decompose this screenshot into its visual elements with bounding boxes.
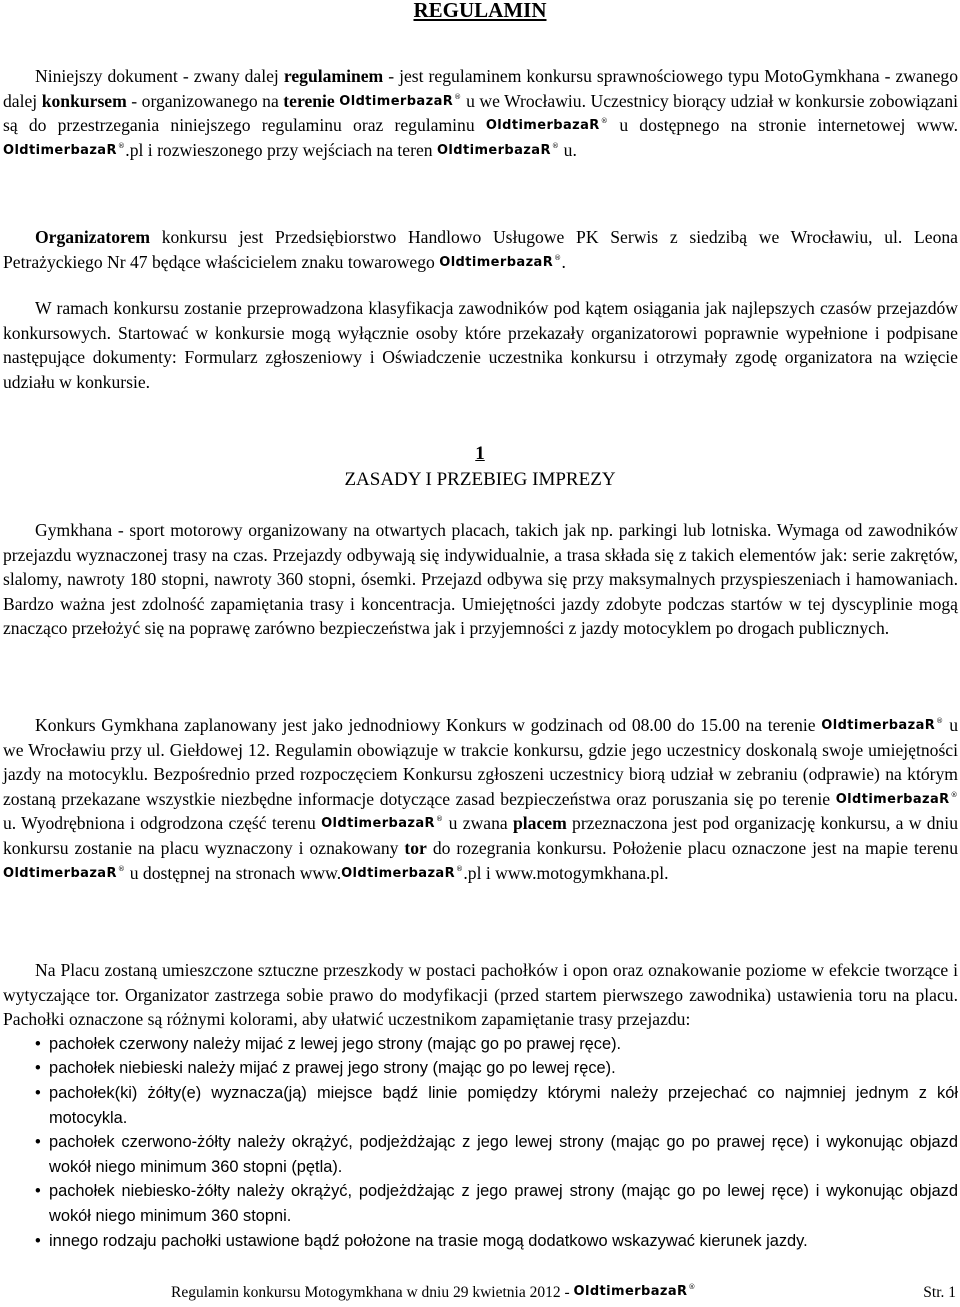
oldtimerbazar-logo xyxy=(574,1284,696,1298)
text: do rozegrania konkursu. Położenie placu oznaczone jest na mapie terenu xyxy=(426,837,959,858)
logo-text: OldtimerbazaR xyxy=(439,254,554,270)
logo-text: OldtimerbazaR xyxy=(3,142,117,158)
oldtimerbazar-logo xyxy=(341,866,463,880)
organizer-paragraph xyxy=(3,225,958,274)
logo-text: OldtimerbazaR xyxy=(835,791,950,807)
registered-mark: ® xyxy=(554,253,562,262)
text: u. Wyodrębniona i odgrodzona część terenu xyxy=(3,813,322,834)
text: u we Wrocławiu. Uczestnicy biorący udział w konkursie zobowiązani są do przestrzegania niniejszego regulaminu oraz regulaminu xyxy=(3,90,959,136)
classification-paragraph xyxy=(3,296,958,394)
text: przeznaczona jest pod organizację konkursu, a w dniu konkursu zostanie na placu wyznaczony i oznakowany xyxy=(3,813,958,858)
text: u we Wrocławiu przy ul. Giełdowej 12. Regulamin obowiązuje w trakcie konkursu, gdzie jego uczestnicy doskonalą swoje umiejętności jazdy na motocyklu. Bezpośrednio przed rozpoczęciem Konkursu zgłoszeni uczestnicy biorą udział w zebraniu (odprawie) na którym zostaną przekazane wszystkie niezbędne informacje dotyczące zasad bezpieczeństwa oraz poruszania się po terenie xyxy=(3,715,959,809)
logo-text: OldtimerbazaR xyxy=(341,865,455,881)
bold-term: terenie xyxy=(283,90,335,111)
konkurs-paragraph xyxy=(3,713,958,885)
text: . xyxy=(561,251,566,272)
logo-text: OldtimerbazaR xyxy=(573,1284,688,1299)
text: - jest regulaminem konkursu sprawnościowego typu MotoGymkhana - zwanego dalej xyxy=(3,66,958,111)
text: Na Placu zostaną umieszczone sztuczne przeszkody w postaci pachołków i opon oraz oznakowanie poziome w efekcie tworzące i wytyczające tor. Organizator zastrzega sobie prawo do modyfikacji (przed startem pierwszego zawodnika) ustawienia toru na placu. Pachołki oznaczone są różnymi kolorami, aby ułatwić uczestnikom zapamiętanie trasy przejazdu: xyxy=(3,960,958,1030)
logo-text: OldtimerbazaR xyxy=(321,816,435,832)
oldtimerbazar-logo xyxy=(439,255,561,269)
registered-mark: ® xyxy=(950,790,958,799)
list-item: • pachołek(ki) żółty(e) wyznacza(ją) miejsce bądź linie pomiędzy którymi należy przejechać co najmniej jednym z kół motocykla. xyxy=(3,1081,958,1130)
logo-text: OldtimerbazaR xyxy=(436,142,551,158)
list-item: • innego rodzaju pachołki ustawione bądź położone na trasie mogą dodatkowo wskazywać kierunek jazdy. xyxy=(3,1229,958,1254)
logo-text: OldtimerbazaR xyxy=(3,865,117,881)
text: Gymkhana - sport motorowy organizowany na otwartych placach, takich jak np. parkingi lub lotniska. Wymaga od zawodników przejazdu wyznaczonej trasy na czas. Przejazdy odbywają się indywidualnie, a trasa składa się z takich elementów jak: serie zakrętów, slalomy, nawroty 180 stopni, nawroty 360 stopni, ósemki. Przejazd odbywa się przy maksymalnych przyspieszeniach i hamowaniach. Bardzo ważna jest zdolność zapamiętania trasy i koncentracja. Umiejętności jazdy zdobyte podczas startów w tej dyscyplinie mogą znacząco przełożyć się na poprawę zarówno bezpieczeństwa jak i przyjemności z jazdy motocyklem po drogach publicznych. xyxy=(3,520,958,639)
footer-left xyxy=(171,1284,696,1302)
registered-mark: ® xyxy=(551,141,560,150)
registered-mark: ® xyxy=(688,1283,696,1291)
text: W ramach konkursu zostanie przeprowadzona klasyfikacja zawodników pod kątem osiągania jak najlepszych czasów przejazdów konkursowych. Startować w konkursie mogą wyłącznie osoby które przekazały organizatorowi poprawnie wypełnione i podpisane następujące dokumenty: Formularz zgłoszeniowy i Oświadczenie uczestnika konkursu i otrzymały zgodę organizatora na wzięcie udziału w konkursie. xyxy=(3,298,958,392)
oldtimerbazar-logo xyxy=(486,118,608,132)
oldtimerbazar-logo xyxy=(339,94,461,108)
intro-paragraph xyxy=(3,64,958,162)
bold-term: regulaminem xyxy=(283,66,384,86)
list-item: • pachołek czerwono-żółty należy okrążyć, podjeżdżając z jego lewej strony (mając go po prawej ręce) i wykonując objazd wokół niego minimum 360 stopni (pętla). xyxy=(3,1130,958,1179)
oldtimerbazar-logo xyxy=(437,143,559,157)
oldtimerbazar-logo xyxy=(321,816,443,830)
oldtimerbazar-logo xyxy=(836,792,958,806)
text: Konkurs Gymkhana zaplanowany jest jako jednodniowy Konkurs w godzinach od 08.00 do 15.00 na terenie xyxy=(35,715,822,735)
section-title: ZASADY I PRZEBIEG IMPREZY xyxy=(344,469,616,490)
bold-term: Organizatorem xyxy=(35,227,150,247)
registered-mark: ® xyxy=(456,864,464,873)
registered-mark: ® xyxy=(600,117,609,126)
footer-text: Regulamin konkursu Motogymkhana w dniu 29 kwietnia 2012 - xyxy=(171,1284,574,1301)
bold-term: placem xyxy=(512,813,567,834)
list-item: • pachołek niebieski należy mijać z prawej jego strony (mając go po lewej ręce). xyxy=(3,1056,958,1081)
registered-mark: ® xyxy=(435,815,444,824)
text: u. xyxy=(563,139,577,160)
registered-mark: ® xyxy=(117,141,126,150)
registered-mark: ® xyxy=(117,864,126,873)
text: u dostępnego na stronie internetowej www. xyxy=(619,115,958,136)
cone-rules-list xyxy=(3,1032,958,1253)
list-item: • pachołek niebiesko-żółty należy okrążyć, podjeżdżając z jego prawej strony (mając go po lewej ręce) i wykonując objazd wokół niego minimum 360 stopni. xyxy=(3,1179,958,1228)
text: Niniejszy dokument - zwany dalej xyxy=(35,66,284,86)
text: konkursu jest Przedsiębiorstwo Handlowo Usługowe PK Serwis z siedzibą we Wrocławiu, ul. Leona Petrażyckiego Nr 47 będące właścicielem znaku towarowego xyxy=(3,227,958,272)
logo-text: OldtimerbazaR xyxy=(339,93,454,109)
text: - organizowanego na xyxy=(126,90,284,111)
text: u zwana xyxy=(448,813,513,834)
registered-mark: ® xyxy=(454,92,462,101)
oldtimerbazar-logo xyxy=(3,866,125,880)
logo-text: OldtimerbazaR xyxy=(485,118,600,134)
text: .pl i www.motogymkhana.pl. xyxy=(463,862,669,883)
text: u dostępnej na stronach www. xyxy=(129,862,342,883)
text: .pl i rozwieszonego przy wejściach na teren xyxy=(125,139,437,160)
placu-paragraph xyxy=(3,958,958,1253)
page-number: Str. 1 xyxy=(923,1284,956,1301)
oldtimerbazar-logo xyxy=(821,718,943,732)
registered-mark: ® xyxy=(936,717,944,725)
list-item: • pachołek czerwony należy mijać z lewej jego strony (mając go po prawej ręce). xyxy=(3,1032,958,1057)
section-number: 1 xyxy=(475,443,485,464)
gymkhana-paragraph xyxy=(3,518,958,641)
logo-text: OldtimerbazaR xyxy=(821,718,936,733)
oldtimerbazar-logo xyxy=(3,143,125,157)
page-title: REGULAMIN xyxy=(413,0,547,22)
bold-term: konkursem xyxy=(41,90,127,111)
bold-term: tor xyxy=(404,837,427,858)
